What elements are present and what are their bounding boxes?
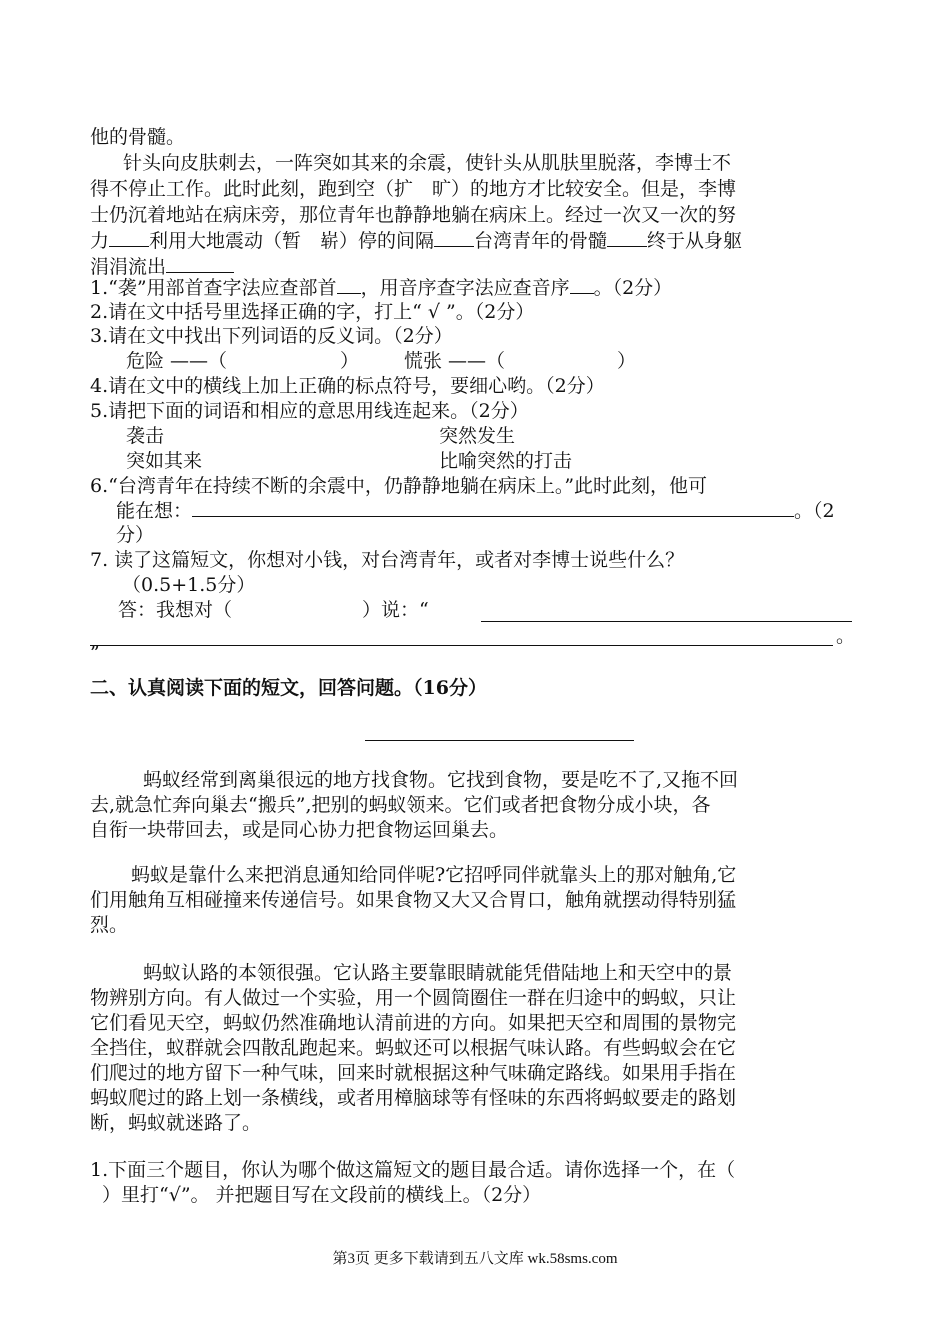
question-2-1: 1.下面三个题目，你认为哪个做这篇短文的题目最合适。请你选择一个，在（: [90, 1159, 736, 1181]
fill-blank[interactable]: [607, 229, 647, 247]
passage2-line: 烈。: [90, 914, 129, 936]
antonym-2-close: ）: [617, 350, 637, 372]
passage2-line: 蚂蚁认路的本领很强。它认路主要靠眼睛就能凭借陆地上和天空中的景: [143, 962, 733, 984]
text: ）说：“: [362, 599, 429, 621]
question-6-line: [116, 499, 835, 523]
title-blank-line[interactable]: [365, 740, 634, 741]
question-6-score: 分）: [116, 524, 155, 546]
match-word-1[interactable]: 袭击: [126, 425, 165, 447]
text: 答：我想对（: [118, 599, 233, 621]
passage2-line: 蚂蚁爬过的路上划一条横线，或者用樟脑球等有怪味的东西将蚂蚁要走的路划: [90, 1087, 737, 1109]
match-meaning-1[interactable]: 突然发生: [439, 425, 516, 447]
fill-blank[interactable]: [109, 229, 149, 247]
page-footer: 第3页 更多下载请到五八文库 wk.58sms.com: [332, 1251, 618, 1267]
match-meaning-2[interactable]: 比喻突然的打击: [439, 450, 573, 472]
antonym-1-label: 危险 ——（: [126, 350, 228, 372]
text: 涓涓流出: [90, 256, 167, 278]
passage1-line: 得不停止工作。此时此刻，跑到空（扩 旷）的地方才比较安全。但是，李博: [90, 178, 737, 200]
passage2-line: 去,就急忙奔向巢去“搬兵”,把别的蚂蚁领来。它们或者把食物分成小块，各: [90, 794, 711, 816]
passage1-line: 士仍沉着地站在病床旁，那位青年也静静地躺在病床上。经过一次又一次的努: [90, 204, 737, 226]
passage2-line: 全挡住，蚁群就会四散乱跑起来。蚂蚁还可以根据气味认路。有些蚂蚁会在它: [90, 1037, 737, 1059]
period: 。: [836, 625, 856, 647]
passage2-line: 们用触角互相碰撞来传递信号。如果食物又大又合胃口，触角就摆动得特别猛: [90, 889, 737, 911]
section-heading: 二、认真阅读下面的短文，回答问题。（16分）: [90, 677, 487, 699]
question-3: 3.请在文中找出下列词语的反义词。（2分）: [90, 325, 453, 347]
passage1-line: 他的骨髓。: [90, 126, 186, 148]
passage2-line: 们爬过的地方留下一种气味，回来时就根据这种气味确定路线。如果用手指在: [90, 1062, 737, 1084]
passage2-line: 断，蚂蚁就迷路了。: [90, 1112, 262, 1134]
antonym-2-label: 慌张 ——（: [404, 350, 506, 372]
antonym-1-close: ）: [340, 350, 360, 372]
text: 台湾青年的骨髓: [474, 230, 608, 252]
passage1-line: 针头向皮肤刺去，一阵突如其来的余震，使针头从肌肤里脱落，李博士不: [123, 152, 732, 174]
text: 能在想：: [116, 500, 193, 522]
match-word-2[interactable]: 突如其来: [126, 450, 203, 472]
passage2-line: 物辨别方向。有人做过一个实验，用一个圆筒圈住一群在归途中的蚂蚁，只让: [90, 987, 737, 1009]
answer-blank[interactable]: [337, 276, 361, 294]
answer-blank[interactable]: [570, 276, 594, 294]
question-7-answer: [118, 598, 429, 622]
fill-blank[interactable]: [166, 255, 234, 273]
text: 力: [90, 230, 110, 252]
text: 1.“袭”用部首查字法应查部首: [90, 277, 337, 299]
question-2-1-cont: ）里打“√”。 并把题目写在文段前的横线上。（2分）: [102, 1184, 542, 1206]
text: 终于从身躯: [647, 230, 743, 252]
question-6: 6.“台湾青年在持续不断的余震中，仍静静地躺在病床上。”此时此刻，他可: [90, 475, 708, 497]
answer-line[interactable]: [90, 645, 833, 646]
passage1-line: [90, 229, 742, 253]
fill-blank[interactable]: [434, 229, 474, 247]
passage2-line: 蚂蚁经常到离巢很远的地方找食物。它找到食物，要是吃不了,又拖不回: [143, 769, 739, 791]
passage2-line: 蚂蚁是靠什么来把消息通知给同伴呢?它招呼同伴就靠头上的那对触角,它: [131, 864, 737, 886]
question-1: [90, 276, 672, 300]
text: 利用大地震动（暂 崭）停的间隔: [149, 230, 435, 252]
question-4: 4.请在文中的横线上加上正确的标点符号，要细心哟。（2分）: [90, 375, 605, 397]
passage2-line: 它们看见天空，蚂蚁仍然准确地认清前进的方向。如果把天空和周围的景物完: [90, 1012, 737, 1034]
answer-line[interactable]: [192, 499, 794, 517]
answer-line[interactable]: [481, 621, 852, 622]
question-7-score: （0.5+1.5分）: [122, 574, 256, 596]
text: 。（2: [794, 500, 835, 522]
passage2-line: 自衔一块带回去，或是同心协力把食物运回巢去。: [90, 819, 509, 841]
text: 。（2分）: [593, 277, 673, 299]
text: ，用音序查字法应查音序: [360, 277, 570, 299]
question-7: 7. 读了这篇短文，你想对小钱，对台湾青年，或者对李博士说些什么？: [90, 549, 685, 571]
question-5: 5.请把下面的词语和相应的意思用线连起来。（2分）: [90, 400, 529, 422]
question-2: 2.请在文中括号里选择正确的字，打上“ √ ”。（2分）: [90, 301, 535, 323]
close-quote: ”: [90, 642, 100, 664]
